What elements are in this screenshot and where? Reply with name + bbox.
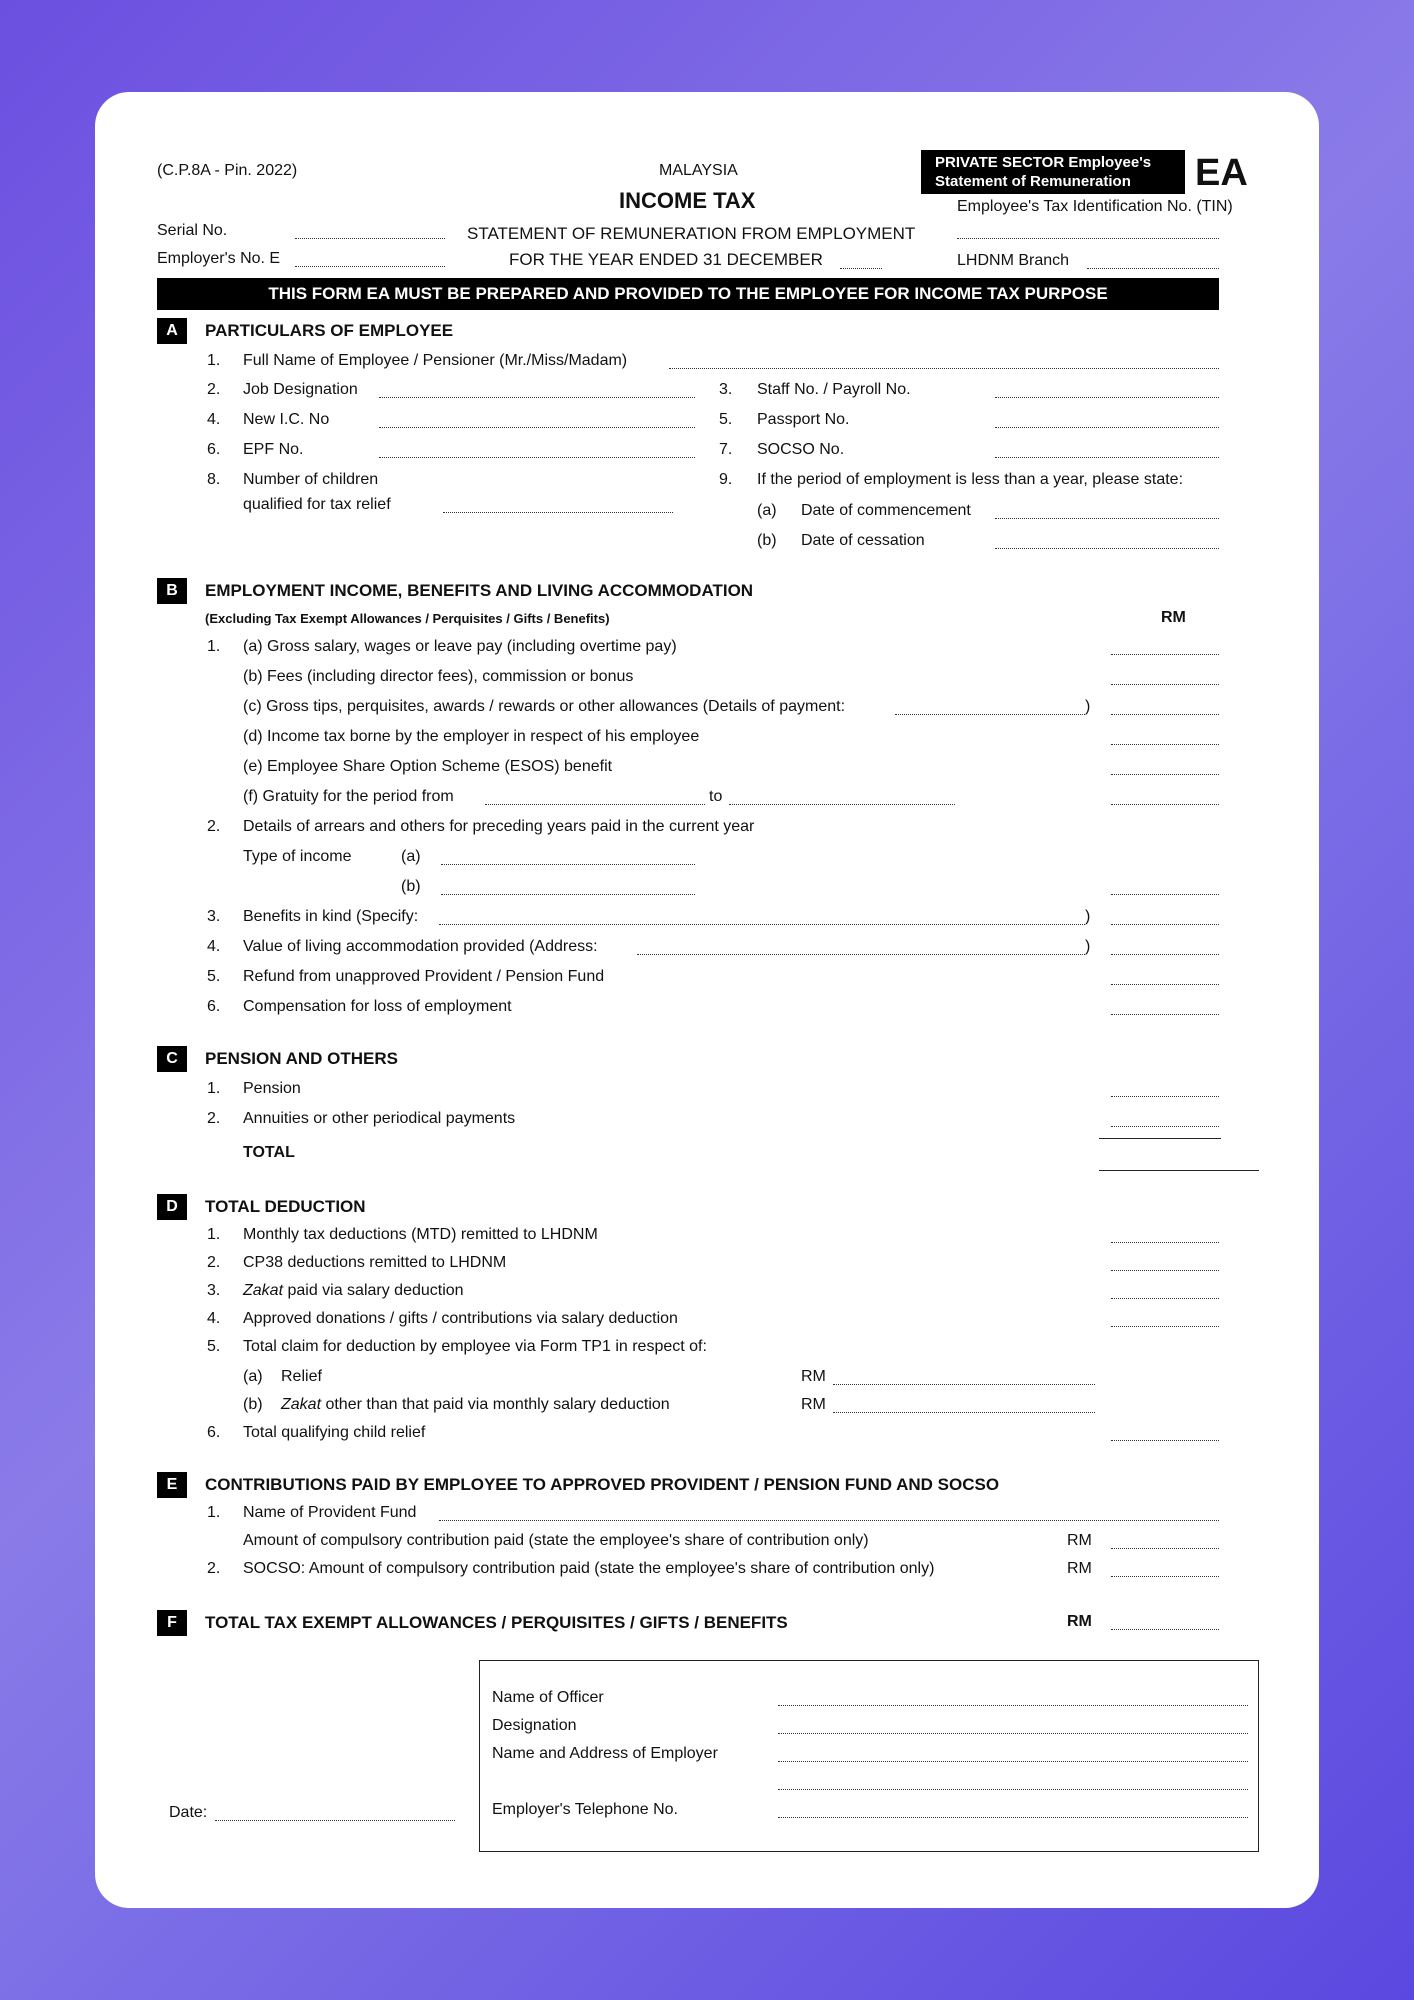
total-rule-top	[1099, 1138, 1221, 1139]
compensation-amount[interactable]	[1111, 1014, 1219, 1015]
relief-amount[interactable]	[833, 1384, 1095, 1385]
item-number: 2.	[207, 818, 221, 835]
section-c-letter: C	[157, 1046, 187, 1072]
form-subtitle-1: STATEMENT OF REMUNERATION FROM EMPLOYMENT	[467, 224, 916, 243]
passport-no-label: Passport No.	[757, 411, 850, 428]
cessation-field[interactable]	[995, 548, 1219, 549]
section-a-title: PARTICULARS OF EMPLOYEE	[205, 321, 454, 340]
officer-field[interactable]	[778, 1705, 1248, 1706]
staff-no-label: Staff No. / Payroll No.	[757, 381, 911, 398]
donations-label: Approved donations / gifts / contributions via salary deduction	[243, 1310, 678, 1327]
designation-label: Designation	[492, 1717, 577, 1734]
paren-close: )	[1085, 908, 1091, 925]
commencement-field[interactable]	[995, 518, 1219, 519]
item-number: 2.	[207, 381, 221, 398]
item-number: 4.	[207, 1310, 221, 1327]
item-number: 1.	[207, 1226, 221, 1243]
employer-address-field-1[interactable]	[778, 1761, 1248, 1762]
rm-header: RM	[1161, 609, 1186, 626]
annuities-label: Annuities or other periodical payments	[243, 1110, 516, 1127]
item-number: 5.	[719, 411, 733, 428]
paren-close: )	[1085, 698, 1091, 715]
tin-label: Employee's Tax Identification No. (TIN)	[957, 198, 1233, 215]
socso-contribution-amount[interactable]	[1111, 1576, 1219, 1577]
tp1-label: Total claim for deduction by employee via Form TP1 in respect of:	[243, 1338, 707, 1355]
sub-letter: (b)	[757, 532, 777, 549]
benefits-kind-specify-field[interactable]	[439, 924, 1085, 925]
ea-form-card	[95, 92, 1319, 1908]
rm-label: RM	[1067, 1532, 1092, 1549]
item-number: 9.	[719, 471, 733, 488]
arrears-label: Details of arrears and others for preceding years paid in the current year	[243, 818, 755, 835]
branch-label: LHDNM Branch	[957, 252, 1070, 269]
type-income-label: Type of income	[243, 848, 352, 865]
sub-letter: (b)	[243, 1396, 263, 1413]
serial-label: Serial No.	[157, 222, 228, 239]
date-field[interactable]	[215, 1820, 455, 1821]
private-sector-box	[921, 150, 1185, 194]
country-label: MALAYSIA	[659, 162, 738, 179]
job-designation-label: Job Designation	[243, 381, 358, 398]
section-e-letter: E	[157, 1472, 187, 1498]
socso-no-label: SOCSO No.	[757, 441, 845, 458]
child-relief-amount[interactable]	[1111, 1440, 1219, 1441]
item-number: 1.	[207, 638, 221, 655]
provident-fund-field[interactable]	[439, 1520, 1219, 1521]
item-number: 1.	[207, 1080, 221, 1097]
donations-amount[interactable]	[1111, 1326, 1219, 1327]
item-number: 4.	[207, 938, 221, 955]
date-label: Date:	[169, 1804, 208, 1821]
fees-label: (b) Fees (including director fees), commission or bonus	[243, 668, 634, 685]
total-label: TOTAL	[243, 1144, 295, 1161]
mtd-amount[interactable]	[1111, 1242, 1219, 1243]
period-label: If the period of employment is less than a year, please state:	[757, 471, 1184, 488]
gratuity-from-field[interactable]	[485, 804, 705, 805]
ic-no-field[interactable]	[379, 427, 695, 428]
compensation-label: Compensation for loss of employment	[243, 998, 512, 1015]
compulsory-contribution-label: Amount of compulsory contribution paid (state the employee's share of contribution only)	[243, 1532, 869, 1549]
ea-label: EA	[1195, 152, 1248, 194]
tips-label: (c) Gross tips, perquisites, awards / rewards or other allowances (Details of payment:	[243, 698, 846, 715]
form-title: INCOME TAX	[619, 188, 756, 213]
item-number: 2.	[207, 1110, 221, 1127]
gratuity-label: (f) Gratuity for the period from	[243, 788, 454, 805]
zakat-amount[interactable]	[1111, 1298, 1219, 1299]
income-tax-borne-label: (d) Income tax borne by the employer in respect of his employee	[243, 728, 700, 745]
rm-label: RM	[1067, 1560, 1092, 1577]
zakat-term: Zakat	[243, 1282, 284, 1299]
compulsory-contribution-amount[interactable]	[1111, 1548, 1219, 1549]
item-number: 3.	[207, 908, 221, 925]
section-c-title: PENSION AND OTHERS	[205, 1049, 399, 1068]
socso-no-field[interactable]	[995, 457, 1219, 458]
total-rule-bottom	[1099, 1170, 1259, 1171]
pension-amount[interactable]	[1111, 1096, 1219, 1097]
sub-letter: (a)	[757, 502, 777, 519]
gratuity-amount[interactable]	[1111, 804, 1219, 805]
fees-amount[interactable]	[1111, 684, 1219, 685]
telephone-field[interactable]	[778, 1817, 1248, 1818]
provident-fund-label: Name of Provident Fund	[243, 1504, 417, 1521]
zakat-term: Zakat	[281, 1396, 322, 1413]
zakat-text: paid via salary deduction	[283, 1282, 464, 1299]
item-number: 2.	[207, 1560, 221, 1577]
ic-no-label: New I.C. No	[243, 411, 330, 428]
zakat-other-text: other than that paid via monthly salary deduction	[321, 1396, 670, 1413]
form-banner: THIS FORM EA MUST BE PREPARED AND PROVIDED TO THE EMPLOYEE FOR INCOME TAX PURPOSE	[157, 278, 1219, 310]
cp38-amount[interactable]	[1111, 1270, 1219, 1271]
job-designation-field[interactable]	[379, 397, 695, 398]
children-label-1: Number of children	[243, 471, 379, 488]
section-b-letter: B	[157, 578, 187, 604]
item-number: 7.	[719, 441, 733, 458]
accommodation-label: Value of living accommodation provided (Address:	[243, 938, 598, 955]
employer-address-label: Name and Address of Employer	[492, 1745, 718, 1762]
relief-label: Relief	[281, 1368, 322, 1385]
children-label-2: qualified for tax relief	[243, 496, 391, 513]
zakat-other-label	[281, 1396, 670, 1414]
full-name-label: Full Name of Employee / Pensioner (Mr./Miss/Madam)	[243, 352, 628, 369]
form-code: (C.P.8A - Pin. 2022)	[157, 162, 298, 179]
section-b-title: EMPLOYMENT INCOME, BENEFITS AND LIVING ACCOMMODATION	[205, 581, 754, 600]
child-relief-label: Total qualifying child relief	[243, 1424, 426, 1441]
zakat-label	[243, 1282, 464, 1300]
item-number: 3.	[207, 1282, 221, 1299]
commencement-label: Date of commencement	[801, 502, 971, 519]
section-e-title: CONTRIBUTIONS PAID BY EMPLOYEE TO APPROVED PROVIDENT / PENSION FUND AND SOCSO	[205, 1475, 1000, 1494]
officer-label: Name of Officer	[492, 1689, 604, 1706]
section-f-letter: F	[157, 1610, 187, 1636]
passport-no-field[interactable]	[995, 427, 1219, 428]
esos-amount[interactable]	[1111, 774, 1219, 775]
rm-label: RM	[1067, 1613, 1092, 1630]
item-number: 6.	[207, 441, 221, 458]
children-field[interactable]	[443, 512, 673, 513]
paren-close: )	[1085, 938, 1091, 955]
item-number: 6.	[207, 998, 221, 1015]
branch-field[interactable]	[1087, 268, 1219, 269]
section-f-title: TOTAL TAX EXEMPT ALLOWANCES / PERQUISITES / GIFTS / BENEFITS	[205, 1613, 788, 1632]
item-number: 5.	[207, 968, 221, 985]
item-number: 4.	[207, 411, 221, 428]
cp38-label: CP38 deductions remitted to LHDNM	[243, 1254, 507, 1271]
section-d-letter: D	[157, 1194, 187, 1220]
tips-amount[interactable]	[1111, 714, 1219, 715]
sub-letter: (a)	[243, 1368, 263, 1385]
benefits-kind-label: Benefits in kind (Specify:	[243, 908, 419, 925]
mtd-label: Monthly tax deductions (MTD) remitted to LHDNM	[243, 1226, 598, 1243]
type-income-a-field[interactable]	[441, 864, 695, 865]
employer-address-field-2[interactable]	[778, 1789, 1248, 1790]
item-number: 5.	[207, 1338, 221, 1355]
arrears-amount[interactable]	[1111, 894, 1219, 895]
item-number: 3.	[719, 381, 733, 398]
rm-label: RM	[801, 1396, 826, 1413]
item-number: 8.	[207, 471, 221, 488]
annuities-amount[interactable]	[1111, 1126, 1219, 1127]
epf-no-field[interactable]	[379, 457, 695, 458]
tin-field[interactable]	[957, 238, 1219, 239]
refund-amount[interactable]	[1111, 984, 1219, 985]
employer-no-field[interactable]	[295, 266, 445, 267]
item-number: 2.	[207, 1254, 221, 1271]
item-number: 1.	[207, 352, 221, 369]
full-name-field[interactable]	[669, 368, 1219, 369]
rm-label: RM	[801, 1368, 826, 1385]
box-line-1: PRIVATE SECTOR Employee's	[935, 154, 1152, 171]
tax-exempt-amount[interactable]	[1111, 1629, 1219, 1630]
gratuity-to-field[interactable]	[729, 804, 955, 805]
section-d-title: TOTAL DEDUCTION	[205, 1197, 366, 1216]
accommodation-amount[interactable]	[1111, 954, 1219, 955]
gratuity-to-label: to	[709, 788, 723, 805]
telephone-label: Employer's Telephone No.	[492, 1801, 678, 1818]
employer-no-label: Employer's No. E	[157, 250, 281, 267]
income-tax-borne-amount[interactable]	[1111, 744, 1219, 745]
sub-letter: (b)	[401, 878, 421, 895]
gross-salary-label: (a) Gross salary, wages or leave pay (including overtime pay)	[243, 638, 677, 655]
refund-label: Refund from unapproved Provident / Pension Fund	[243, 968, 605, 985]
year-field[interactable]	[840, 268, 882, 269]
form-subtitle-2: FOR THE YEAR ENDED 31 DECEMBER	[509, 250, 823, 269]
box-line-2: Statement of Remuneration	[935, 173, 1131, 190]
epf-no-label: EPF No.	[243, 441, 304, 458]
employer-details-box	[479, 1660, 1259, 1852]
section-a-letter: A	[157, 318, 187, 344]
staff-no-field[interactable]	[995, 397, 1219, 398]
type-income-b-field[interactable]	[441, 894, 695, 895]
cessation-label: Date of cessation	[801, 532, 925, 549]
section-b-note: (Excluding Tax Exempt Allowances / Perquisites / Gifts / Benefits)	[205, 611, 610, 626]
socso-contribution-label: SOCSO: Amount of compulsory contribution paid (state the employee's share of contribution only)	[243, 1560, 935, 1577]
sub-letter: (a)	[401, 848, 421, 865]
item-number: 1.	[207, 1504, 221, 1521]
designation-field[interactable]	[778, 1733, 1248, 1734]
serial-field[interactable]	[295, 238, 445, 239]
tips-details-field[interactable]	[895, 714, 1085, 715]
esos-label: (e) Employee Share Option Scheme (ESOS) benefit	[243, 758, 613, 775]
item-number: 6.	[207, 1424, 221, 1441]
accommodation-address-field[interactable]	[637, 954, 1085, 955]
gross-salary-amount[interactable]	[1111, 654, 1219, 655]
zakat-other-amount[interactable]	[833, 1412, 1095, 1413]
pension-label: Pension	[243, 1080, 301, 1097]
benefits-kind-amount[interactable]	[1111, 924, 1219, 925]
